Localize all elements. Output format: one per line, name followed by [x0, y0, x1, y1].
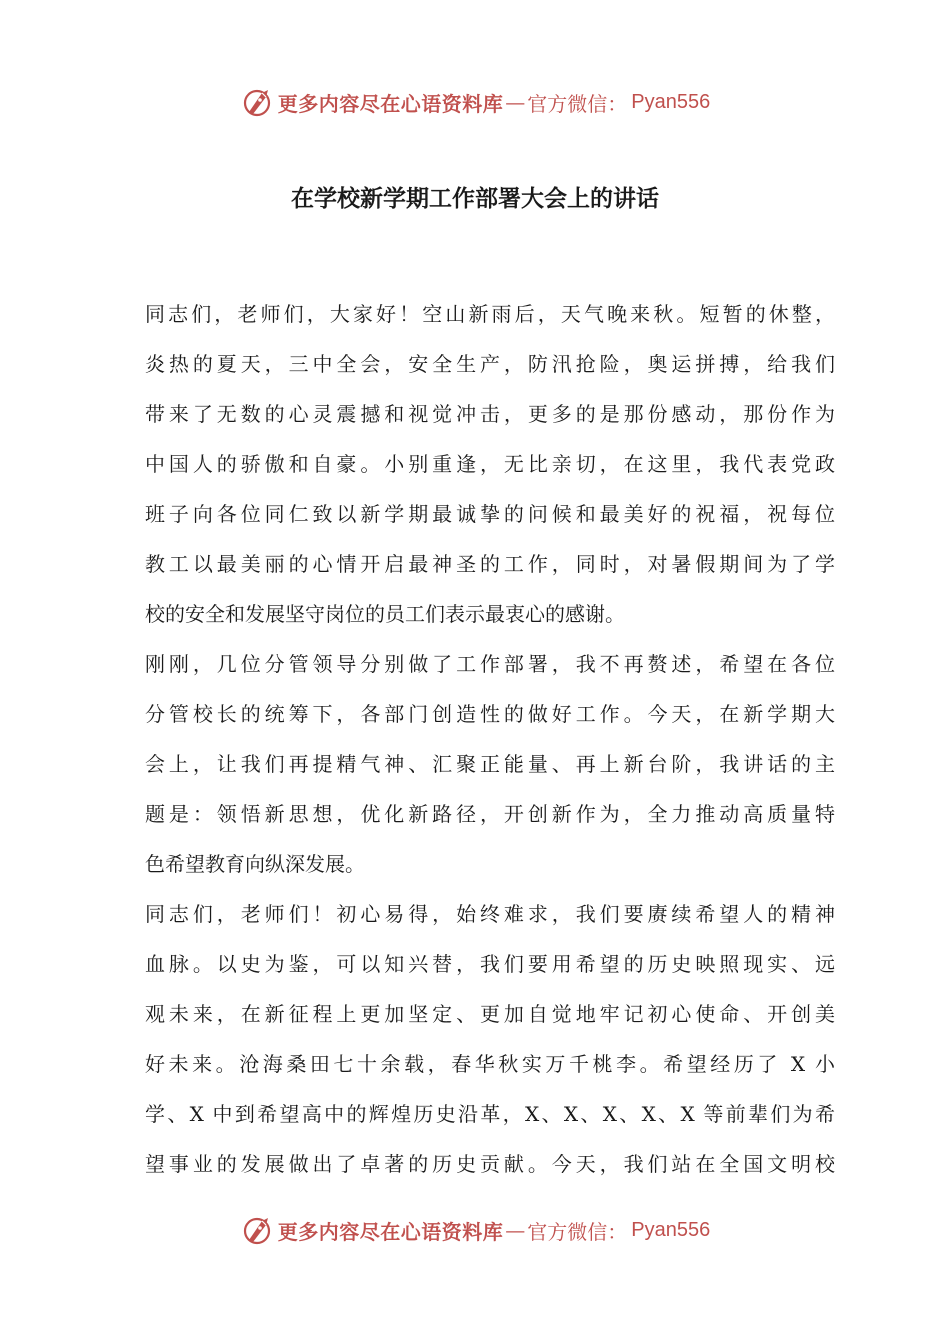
text-line: 同志们，老师们！初心易得，始终难求，我们要赓续希望人的精神	[145, 902, 835, 926]
banner-wechat-label: 官方微信：	[527, 91, 628, 116]
banner-account: Pyan556	[631, 1218, 711, 1241]
banner-account: Pyan556	[631, 90, 711, 113]
text-line: 血脉。以史为鉴，可以知兴替，我们要用希望的历史映照现实、远	[145, 952, 835, 976]
text-line: 望事业的发展做出了卓著的历史贡献。今天，我们站在全国文明校	[145, 1152, 835, 1176]
text-line: 炎热的夏天，三中全会，安全生产，防汛抢险，奥运拼搏，给我们	[145, 352, 835, 376]
text-line: 刚刚，几位分管领导分别做了工作部署，我不再赘述，希望在各位	[145, 652, 835, 676]
banner-dash: —	[505, 90, 526, 114]
pen-nib-circle-icon	[240, 85, 274, 119]
banner-dash: —	[505, 1218, 526, 1242]
text-line: 同志们，老师们，大家好！空山新雨后，天气晚来秋。短暂的休整，	[145, 302, 835, 326]
text-line: 带来了无数的心灵震撼和视觉冲击，更多的是那份感动，那份作为	[145, 402, 835, 426]
text-line: 分管校长的统筹下，各部门创造性的做好工作。今天，在新学期大	[145, 702, 835, 726]
banner-site-text: 更多内容尽在心语资料库	[277, 1219, 504, 1244]
document-title: 在学校新学期工作部署大会上的讲话	[291, 186, 659, 212]
text-line: 色希望教育向纵深发展。	[145, 852, 365, 876]
text-line: 教工以最美丽的心情开启最神圣的工作，同时，对暑假期间为了学	[145, 552, 835, 576]
header-banner	[0, 82, 950, 122]
footer-banner	[0, 1210, 950, 1250]
document-body	[145, 289, 835, 1189]
pen-nib-circle-icon	[240, 1213, 274, 1247]
text-line: 题是：领悟新思想，优化新路径，开创新作为，全力推动高质量特	[145, 802, 835, 826]
banner-site-text: 更多内容尽在心语资料库	[277, 91, 504, 116]
text-line: 中国人的骄傲和自豪。小别重逢，无比亲切，在这里，我代表党政	[145, 452, 835, 476]
text-line: 学、X 中到希望高中的辉煌历史沿革，X、X、X、X、X 等前辈们为希	[145, 1102, 835, 1126]
text-line: 好未来。沧海桑田七十余载，春华秋实万千桃李。希望经历了 X 小	[145, 1052, 835, 1076]
text-line: 观未来，在新征程上更加坚定、更加自觉地牢记初心使命、开创美	[145, 1002, 835, 1026]
text-line: 会上，让我们再提精气神、汇聚正能量、再上新台阶，我讲话的主	[145, 752, 835, 776]
text-line: 班子向各位同仁致以新学期最诚挚的问候和最美好的祝福，祝每位	[145, 502, 835, 526]
text-line: 校的安全和发展坚守岗位的员工们表示最衷心的感谢。	[145, 602, 625, 626]
banner-wechat-label: 官方微信：	[527, 1219, 628, 1244]
